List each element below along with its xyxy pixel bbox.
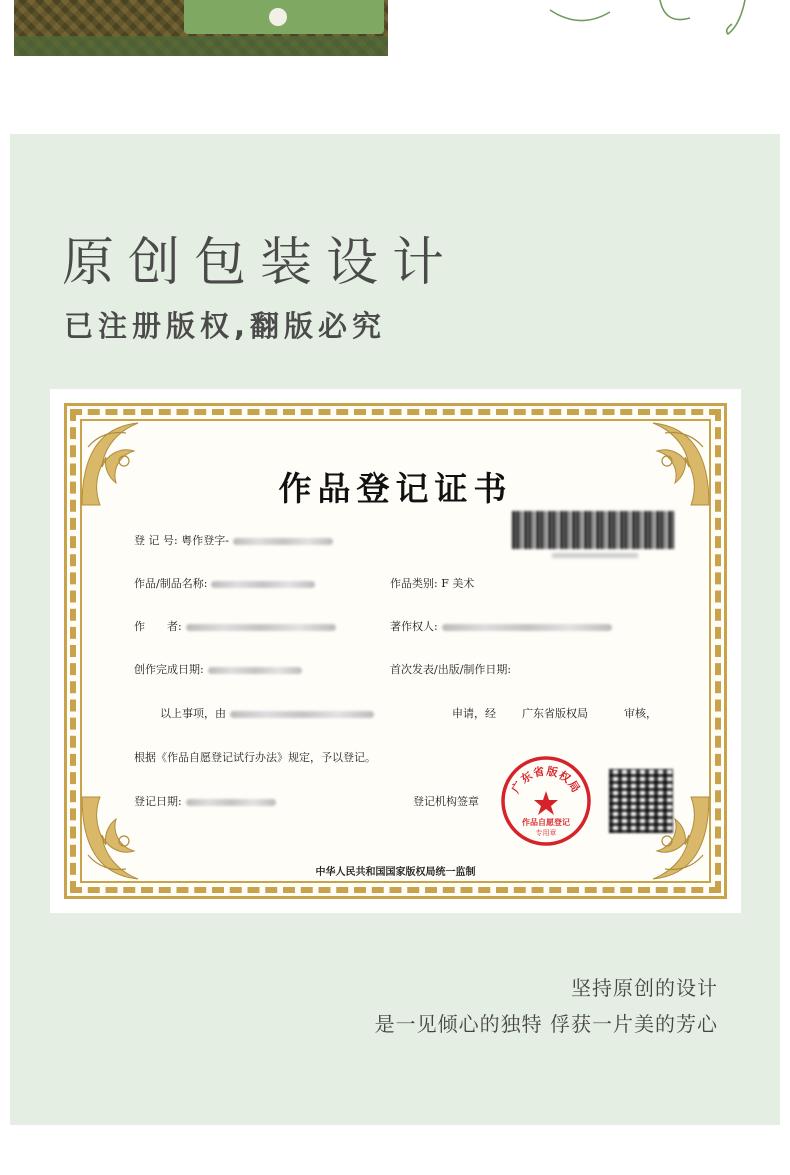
- tagline-line-2: 是一见倾心的独特 俘获一片美的芳心: [374, 1012, 718, 1036]
- reg-no-label: 登 记 号:: [134, 534, 178, 547]
- copyright-owner-row: [390, 618, 612, 634]
- barcode: [512, 511, 674, 549]
- reg-date-row: [134, 793, 276, 809]
- basis-text: 根据《作品自愿登记试行办法》规定，予以登记。: [134, 751, 376, 764]
- script-lettering-decoration: [540, 0, 780, 40]
- author-label: 作 者:: [134, 620, 182, 633]
- seal-sub-text: 专用章: [535, 829, 557, 837]
- copyright-owner-label: 著作权人:: [390, 620, 438, 633]
- seal-top-text: 广东省版权局: [509, 764, 583, 796]
- published-date-label: 首次发表/出版/制作日期:: [390, 663, 512, 676]
- star-icon: [534, 791, 558, 815]
- certificate-image: [50, 389, 741, 913]
- certificate-title: 作品登记证书: [278, 469, 513, 508]
- product-photo: [14, 0, 388, 56]
- author-row: [134, 618, 336, 634]
- reg-no-row: [134, 532, 333, 548]
- reg-date-label: 登记日期:: [134, 795, 182, 808]
- redacted-value: [208, 667, 302, 674]
- work-type-value: F 美术: [441, 577, 475, 590]
- certificate: [64, 403, 727, 899]
- seal-label: 登记机构签章: [413, 795, 479, 808]
- redacted-value: [211, 581, 315, 588]
- barcode-number-redacted: [552, 553, 638, 558]
- created-date-label: 创作完成日期:: [134, 663, 204, 676]
- red-seal-stamp: [500, 755, 592, 847]
- certificate-footer: 中华人民共和国国家版权局统一监制: [315, 867, 476, 878]
- redacted-value: [233, 538, 333, 545]
- matters-office: 广东省版权局: [522, 707, 588, 720]
- seal-bottom-text: 作品自愿登记: [522, 817, 570, 827]
- created-date-row: [134, 661, 302, 677]
- matters-apply: 申请，经: [452, 707, 496, 720]
- published-date-row: [390, 661, 511, 677]
- matters-row: [160, 705, 374, 721]
- matters-prefix: 以上事项，由: [160, 707, 226, 720]
- tagline-line-1: 坚持原创的设计: [571, 976, 718, 1000]
- green-cloth: [14, 36, 388, 56]
- work-type-label: 作品类别:: [390, 577, 438, 590]
- flower-decoration: [269, 8, 287, 26]
- redacted-value: [442, 624, 612, 631]
- qr-code: [609, 769, 673, 833]
- reg-no-prefix: 粤作登字-: [181, 534, 229, 547]
- work-name-label: 作品/制品名称:: [134, 577, 208, 590]
- section-subtitle: 已注册版权,翻版必究: [64, 309, 387, 343]
- work-type-row: [390, 575, 474, 591]
- redacted-value: [186, 799, 276, 806]
- section-title: 原创包装设计: [62, 233, 459, 293]
- redacted-value: [230, 711, 374, 718]
- redacted-value: [186, 624, 336, 631]
- work-name-row: [134, 575, 315, 591]
- matters-review: 审核，: [624, 707, 657, 720]
